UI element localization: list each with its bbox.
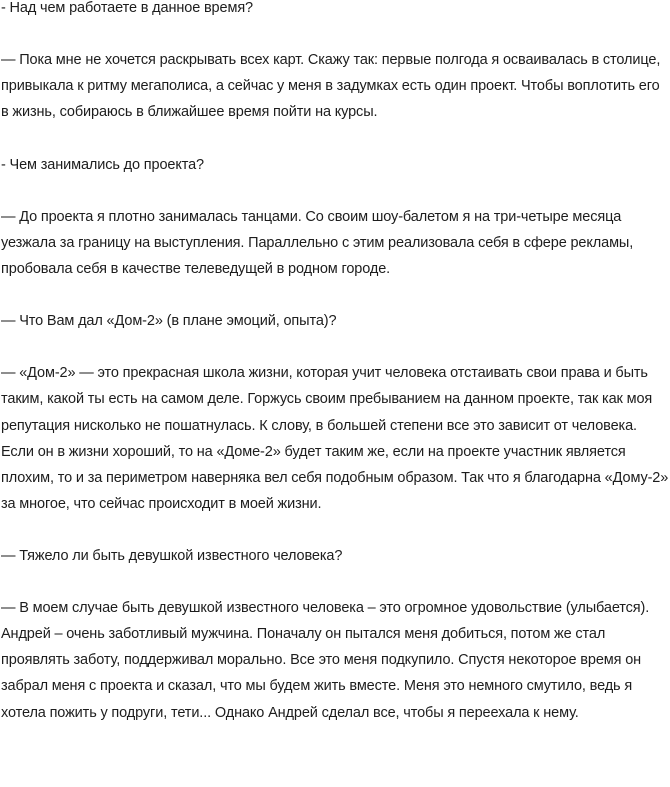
paragraph-spacer — [1, 125, 670, 151]
paragraph-spacer — [1, 178, 670, 204]
paragraph-spacer — [1, 517, 670, 543]
interview-question: - Чем занимались до проекта? — [1, 155, 205, 173]
paragraph-spacer — [1, 569, 670, 595]
interview-question: — Тяжело ли быть девушкой известного человека? — [1, 546, 343, 564]
interview-answer: — Пока мне не хочется раскрывать всех карт. Скажу так: первые полгода я осваивалась в столице, привыкала к ритму мегаполиса, а сейчас у меня в задумках есть один проект. Чтобы воплотить его в жизнь, собираюсь в ближайшее время пойти на курсы. — [1, 51, 661, 121]
paragraph-spacer — [1, 282, 670, 308]
interview-answer: — В моем случае быть девушкой известного человека – это огромное удовольствие (улыбается). Андрей – очень заботливый мужчина. Поначалу он пытался меня добиться, потом же стал проявлять заботу, поддерживал морально. Все это меня подкупило. Спустя некоторое время он забрал меня с проекта и сказал, что мы будем жить вместе. Меня это немного смутило, ведь я хотела пожить у подруги, тети... Однако Андрей сделал все, чтобы я переехала к нему. — [1, 599, 650, 721]
interview-question: - Над чем работаете в данное время? — [1, 0, 254, 16]
interview-answer: — До проекта я плотно занималась танцами. Со своим шоу-балетом я на три-четыре месяца уезжала за границу на выступления. Параллельно с этим реализовала себя в сфере рекламы, пробовала себя в качестве телеведущей в родном городе. — [1, 207, 634, 277]
paragraph-spacer — [1, 334, 670, 360]
interview-answer: — «Дом-2» — это прекрасная школа жизни, которая учит человека отстаивать свои права и быть таким, какой ты есть на самом деле. Горжусь своим пребыванием на данном проекте, так как моя репутация нисколько не пошатнулась. К слову, в большей степени все это зависит от человека. Если он в жизни хороший, то на «Доме-2» будет таким же, если на проекте участник является плохим, то и за периметром наверняка вел себя подобным образом. Так что я благодарна «Дому-2» за многое, что сейчас происходит в моей жизни. — [1, 364, 669, 512]
paragraph-spacer — [1, 21, 670, 47]
interview-question: — Что Вам дал «Дом-2» (в плане эмоций, опыта)? — [1, 312, 337, 330]
paragraph-flow — [1, 0, 670, 726]
